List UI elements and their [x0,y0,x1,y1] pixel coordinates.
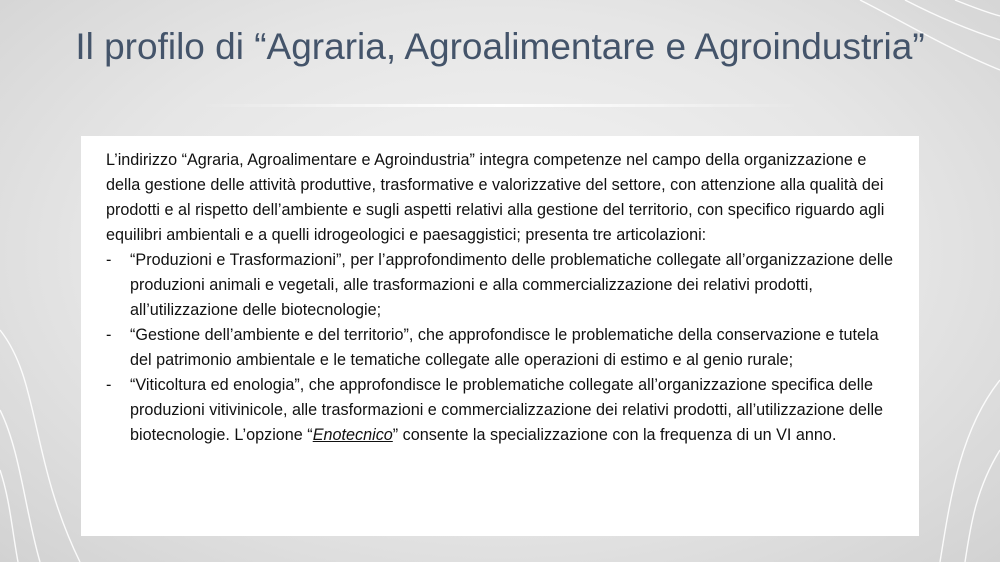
title-underline [200,104,800,107]
enotecnico-emphasis: Enotecnico [312,426,393,444]
list-item-text-start: “Viticoltura ed enologia”, che approfondisce le problematiche collegate all’organizzazione specifica delle produzioni vitivinicole, alle trasformazioni e commercializzazione dei relativi prodotti, all’utilizzazione delle biotecnologie. L’opzione “ [130,376,884,444]
bullet-dash: - [106,376,112,394]
list-item-text: “Gestione dell’ambiente e del territorio”, che approfondisce le problematiche della conservazione e tutela del patrimonio ambientale e le tematiche collegate alle operazioni di estimo e al genio rurale; [130,326,879,369]
list-item [106,323,899,373]
list-item-text-end: ” consente la specializzazione con la frequenza di un VI anno. [392,426,837,444]
bullet-dash: - [106,251,112,269]
slide-title: Il profilo di “Agraria, Agroalimentare e Agroindustria” [75,26,925,67]
content-box [81,136,919,536]
intro-paragraph: L’indirizzo “Agraria, Agroalimentare e Agroindustria” integra competenze nel campo della organizzazione e della gestione delle attività produttive, trasformative e valorizzative del settore, con attenzione alla qualità dei prodotti e al rispetto dell’ambiente e sugli aspetti relativi alla gestione del territorio, con specifico riguardo agli equilibri ambientali e a quelli idrogeologici e paesaggistici; presenta tre articolazioni: [106,151,885,244]
list-item [106,248,899,323]
list-item [106,373,899,448]
list-item-text: “Produzioni e Trasformazioni”, per l’approfondimento delle problematiche collegate all’organizzazione delle produzioni animali e vegetali, alle trasformazioni e alla commercializzazione dei relativi prodotti, all’utilizzazione delle biotecnologie; [130,251,894,319]
bullet-dash: - [106,326,112,344]
articolazioni-list [106,248,899,448]
